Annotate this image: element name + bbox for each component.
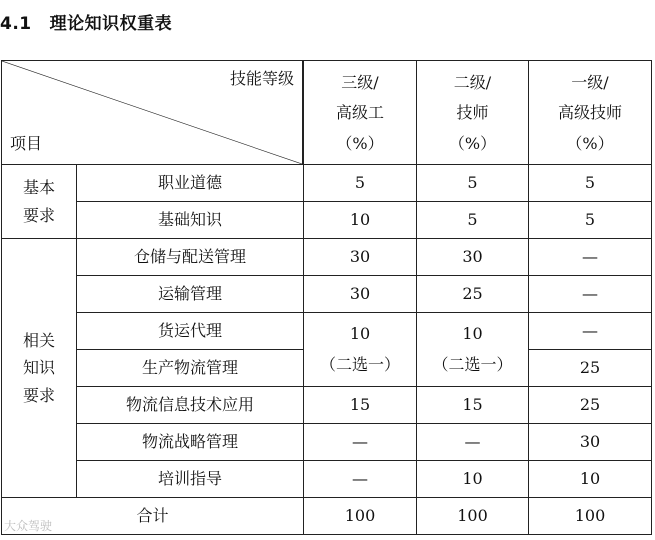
total-row [2, 498, 652, 535]
item-label: 项目 [10, 134, 43, 153]
table-row [2, 202, 652, 239]
cell-value: 30 [417, 239, 529, 276]
cell-value: 25 [417, 276, 529, 313]
level-header-2: 二级/ 技师 （%） [417, 61, 529, 165]
cell-value: 15 [417, 387, 529, 424]
row-name: 培训指导 [77, 461, 304, 498]
watermark: 大众驾驶 [4, 519, 53, 533]
table-row [2, 461, 652, 498]
row-name: 基础知识 [77, 202, 304, 239]
cell-value: — [529, 239, 652, 276]
cell-value: — [417, 424, 529, 461]
cell-value: 30 [304, 239, 417, 276]
cell-value: 30 [304, 276, 417, 313]
cell-value: 10 [417, 461, 529, 498]
row-name: 货运代理 [77, 313, 304, 350]
table-row [2, 165, 652, 202]
cell-value: — [304, 424, 417, 461]
cell-value: — [304, 461, 417, 498]
cell-value: 5 [529, 202, 652, 239]
table-row [2, 424, 652, 461]
table-row [2, 313, 652, 350]
cell-value: 15 [304, 387, 417, 424]
group-related: 相关 知识 要求 [2, 239, 77, 498]
row-name: 物流战略管理 [77, 424, 304, 461]
cell-value: 5 [417, 165, 529, 202]
section-number: 4.1 [0, 14, 32, 34]
cell-value: — [529, 276, 652, 313]
table-row [2, 276, 652, 313]
cell-value: 5 [529, 165, 652, 202]
total-value: 100 [529, 498, 652, 535]
group-basic: 基本 要求 [2, 165, 77, 239]
section-title: 理论知识权重表 [49, 14, 173, 34]
row-name: 仓储与配送管理 [77, 239, 304, 276]
total-label: 合计 [2, 498, 304, 535]
row-name: 职业道德 [77, 165, 304, 202]
header-row [2, 61, 652, 165]
row-name: 物流信息技术应用 [77, 387, 304, 424]
total-value: 100 [417, 498, 529, 535]
total-value: 100 [304, 498, 417, 535]
table-row [2, 387, 652, 424]
skill-level-label: 技能等级 [229, 69, 294, 88]
cell-value: 10 [529, 461, 652, 498]
cell-value: 25 [529, 350, 652, 387]
level-header-3: 三级/ 高级工 （%） [304, 61, 417, 165]
row-name: 运输管理 [77, 276, 304, 313]
page-title [0, 9, 172, 34]
cell-value: 5 [417, 202, 529, 239]
table-row [2, 239, 652, 276]
cell-value: 25 [529, 387, 652, 424]
cell-value: 10 [304, 202, 417, 239]
row-name: 生产物流管理 [77, 350, 304, 387]
level-header-1: 一级/ 高级技师 （%） [529, 61, 652, 165]
merged-cell: 10 （二选一） [304, 313, 417, 387]
diagonal-header-cell [2, 61, 304, 165]
cell-value: — [529, 313, 652, 350]
cell-value: 5 [304, 165, 417, 202]
weight-table [1, 60, 652, 535]
merged-cell: 10 （二选一） [417, 313, 529, 387]
cell-value: 30 [529, 424, 652, 461]
